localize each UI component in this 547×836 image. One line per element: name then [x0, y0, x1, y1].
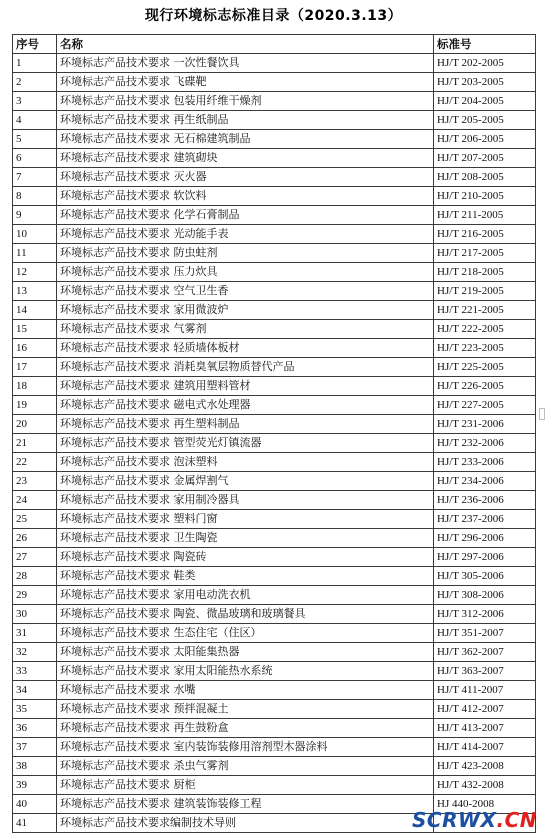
row-serial-number: 25 — [13, 510, 57, 529]
row-standard-number: HJ/T 305-2006 — [434, 567, 536, 586]
row-serial-number: 19 — [13, 396, 57, 415]
row-standard-name: 环境标志产品技术要求 磁电式水处理器 — [57, 396, 434, 415]
row-serial-number: 23 — [13, 472, 57, 491]
table-row — [13, 187, 536, 206]
row-standard-name: 环境标志产品技术要求编制技术导则 — [57, 814, 434, 833]
row-standard-number: HJ/T 219-2005 — [434, 282, 536, 301]
table-row — [13, 548, 536, 567]
row-standard-name: 环境标志产品技术要求 卫生陶瓷 — [57, 529, 434, 548]
row-standard-number: HJ/T 411-2007 — [434, 681, 536, 700]
row-serial-number: 33 — [13, 662, 57, 681]
row-serial-number: 30 — [13, 605, 57, 624]
row-serial-number: 28 — [13, 567, 57, 586]
row-standard-name: 环境标志产品技术要求 家用微波炉 — [57, 301, 434, 320]
row-standard-number: HJ/T 362-2007 — [434, 643, 536, 662]
table-row — [13, 434, 536, 453]
row-serial-number: 4 — [13, 111, 57, 130]
row-standard-number: HJ/T 234-2006 — [434, 472, 536, 491]
row-serial-number: 7 — [13, 168, 57, 187]
table-row — [13, 567, 536, 586]
row-standard-number: HJ/T 233-2006 — [434, 453, 536, 472]
row-standard-number: HJ/T 363-2007 — [434, 662, 536, 681]
row-serial-number: 21 — [13, 434, 57, 453]
row-serial-number: 3 — [13, 92, 57, 111]
row-serial-number: 31 — [13, 624, 57, 643]
row-standard-name: 环境标志产品技术要求 再生纸制品 — [57, 111, 434, 130]
row-serial-number: 5 — [13, 130, 57, 149]
row-standard-number: HJ/T 202-2005 — [434, 54, 536, 73]
row-standard-name: 环境标志产品技术要求 预拌混凝土 — [57, 700, 434, 719]
row-standard-name: 环境标志产品技术要求 鞋类 — [57, 567, 434, 586]
row-standard-name: 环境标志产品技术要求 管型荧光灯镇流器 — [57, 434, 434, 453]
row-standard-number: HJ/T 414-2007 — [434, 738, 536, 757]
table-row — [13, 757, 536, 776]
row-serial-number: 13 — [13, 282, 57, 301]
table-row — [13, 605, 536, 624]
table-row — [13, 510, 536, 529]
row-serial-number: 27 — [13, 548, 57, 567]
row-serial-number: 10 — [13, 225, 57, 244]
row-standard-name: 环境标志产品技术要求 包装用纤维干燥剂 — [57, 92, 434, 111]
row-standard-name: 环境标志产品技术要求 飞碟靶 — [57, 73, 434, 92]
table-row — [13, 529, 536, 548]
row-standard-number: HJ/T 351-2007 — [434, 624, 536, 643]
row-standard-name: 环境标志产品技术要求 光动能手表 — [57, 225, 434, 244]
table-row — [13, 130, 536, 149]
row-standard-number: HJ/T 297-2006 — [434, 548, 536, 567]
row-standard-name: 环境标志产品技术要求 塑料门窗 — [57, 510, 434, 529]
row-standard-number: HJ/T 217-2005 — [434, 244, 536, 263]
row-serial-number: 12 — [13, 263, 57, 282]
row-standard-number: HJ/T 413-2007 — [434, 719, 536, 738]
table-header — [13, 35, 536, 54]
row-standard-name: 环境标志产品技术要求 建筑砌块 — [57, 149, 434, 168]
row-standard-name: 环境标志产品技术要求 家用太阳能热水系统 — [57, 662, 434, 681]
row-standard-name: 环境标志产品技术要求 厨柜 — [57, 776, 434, 795]
header-row — [13, 35, 536, 54]
row-standard-number: HJ/T 221-2005 — [434, 301, 536, 320]
row-serial-number: 38 — [13, 757, 57, 776]
row-standard-name: 环境标志产品技术要求 再生鼓粉盒 — [57, 719, 434, 738]
table-row — [13, 700, 536, 719]
scroll-edge-marker — [539, 408, 545, 420]
row-serial-number: 20 — [13, 415, 57, 434]
row-serial-number: 6 — [13, 149, 57, 168]
table-row — [13, 358, 536, 377]
table-body — [13, 54, 536, 833]
table-row — [13, 73, 536, 92]
row-standard-number: HJ/T 208-2005 — [434, 168, 536, 187]
row-serial-number: 17 — [13, 358, 57, 377]
row-standard-name: 环境标志产品技术要求 轻质墙体板材 — [57, 339, 434, 358]
table-row — [13, 54, 536, 73]
row-standard-number: HJ/T 222-2005 — [434, 320, 536, 339]
table-row — [13, 225, 536, 244]
table-row — [13, 282, 536, 301]
row-standard-number: HJ/T 231-2006 — [434, 415, 536, 434]
header-standard-number: 标准号 — [434, 35, 536, 54]
table-row — [13, 472, 536, 491]
table-row — [13, 719, 536, 738]
row-standard-number: HJ/T 204-2005 — [434, 92, 536, 111]
row-standard-number: HJ/T 232-2006 — [434, 434, 536, 453]
header-name: 名称 — [57, 35, 434, 54]
row-serial-number: 16 — [13, 339, 57, 358]
row-serial-number: 26 — [13, 529, 57, 548]
row-standard-name: 环境标志产品技术要求 无石棉建筑制品 — [57, 130, 434, 149]
table-row — [13, 491, 536, 510]
table-row — [13, 586, 536, 605]
row-standard-name: 环境标志产品技术要求 陶瓷砖 — [57, 548, 434, 567]
row-standard-name: 环境标志产品技术要求 再生塑料制品 — [57, 415, 434, 434]
watermark-main-text: SCRWX — [412, 808, 497, 832]
row-serial-number: 24 — [13, 491, 57, 510]
table-row — [13, 149, 536, 168]
row-standard-name: 环境标志产品技术要求 杀虫气雾剂 — [57, 757, 434, 776]
row-standard-name: 环境标志产品技术要求 金属焊割气 — [57, 472, 434, 491]
row-standard-name: 环境标志产品技术要求 化学石膏制品 — [57, 206, 434, 225]
row-standard-number: HJ/T 227-2005 — [434, 396, 536, 415]
row-standard-name: 环境标志产品技术要求 消耗臭氧层物质替代产品 — [57, 358, 434, 377]
row-serial-number: 39 — [13, 776, 57, 795]
table-row — [13, 738, 536, 757]
row-standard-number: HJ/T 312-2006 — [434, 605, 536, 624]
row-standard-name: 环境标志产品技术要求 灭火器 — [57, 168, 434, 187]
table-row — [13, 643, 536, 662]
row-standard-number: HJ/T 203-2005 — [434, 73, 536, 92]
row-standard-name: 环境标志产品技术要求 气雾剂 — [57, 320, 434, 339]
row-standard-name: 环境标志产品技术要求 压力炊具 — [57, 263, 434, 282]
table-row — [13, 111, 536, 130]
table-row — [13, 681, 536, 700]
row-standard-name: 环境标志产品技术要求 家用电动洗衣机 — [57, 586, 434, 605]
row-serial-number: 1 — [13, 54, 57, 73]
table-row — [13, 320, 536, 339]
row-serial-number: 11 — [13, 244, 57, 263]
row-standard-name: 环境标志产品技术要求 太阳能集热器 — [57, 643, 434, 662]
row-standard-number: HJ/T 223-2005 — [434, 339, 536, 358]
row-serial-number: 32 — [13, 643, 57, 662]
row-standard-number: HJ/T 225-2005 — [434, 358, 536, 377]
row-standard-name: 环境标志产品技术要求 室内装饰装修用溶剂型木器涂料 — [57, 738, 434, 757]
row-standard-number: HJ/T 216-2005 — [434, 225, 536, 244]
row-standard-number: HJ/T 296-2006 — [434, 529, 536, 548]
row-standard-name: 环境标志产品技术要求 空气卫生香 — [57, 282, 434, 301]
row-standard-name: 环境标志产品技术要求 防虫蛀剂 — [57, 244, 434, 263]
row-standard-name: 环境标志产品技术要求 建筑用塑料管材 — [57, 377, 434, 396]
row-serial-number: 37 — [13, 738, 57, 757]
row-standard-number: HJ/T 236-2006 — [434, 491, 536, 510]
table-row — [13, 624, 536, 643]
row-standard-name: 环境标志产品技术要求 陶瓷、微晶玻璃和玻璃餐具 — [57, 605, 434, 624]
row-serial-number: 9 — [13, 206, 57, 225]
row-standard-number: HJ/T 308-2006 — [434, 586, 536, 605]
row-standard-number: HJ/T 218-2005 — [434, 263, 536, 282]
standards-table — [12, 34, 536, 833]
row-standard-name: 环境标志产品技术要求 家用制冷器具 — [57, 491, 434, 510]
table-row — [13, 263, 536, 282]
row-standard-name: 环境标志产品技术要求 水嘴 — [57, 681, 434, 700]
row-standard-name: 环境标志产品技术要求 软饮料 — [57, 187, 434, 206]
header-serial-number: 序号 — [13, 35, 57, 54]
watermark-logo — [412, 808, 537, 832]
row-serial-number: 29 — [13, 586, 57, 605]
table-row — [13, 339, 536, 358]
table-row — [13, 415, 536, 434]
table-row — [13, 662, 536, 681]
row-standard-name: 环境标志产品技术要求 建筑装饰装修工程 — [57, 795, 434, 814]
row-serial-number: 36 — [13, 719, 57, 738]
row-standard-number: HJ/T 237-2006 — [434, 510, 536, 529]
row-standard-number: HJ/T 211-2005 — [434, 206, 536, 225]
row-serial-number: 14 — [13, 301, 57, 320]
row-standard-name: 环境标志产品技术要求 泡沫塑料 — [57, 453, 434, 472]
table-row — [13, 244, 536, 263]
row-standard-number: HJ/T 206-2005 — [434, 130, 536, 149]
row-standard-name: 环境标志产品技术要求 生态住宅（住区） — [57, 624, 434, 643]
table-row — [13, 206, 536, 225]
row-standard-number: HJ 440-2008 — [434, 795, 536, 814]
page-title: 现行环境标志标准目录（2020.3.13） — [144, 8, 403, 24]
table-row — [13, 453, 536, 472]
watermark-tld-text: .CN — [496, 808, 537, 832]
table-row — [13, 377, 536, 396]
row-standard-number: HJ/T 432-2008 — [434, 776, 536, 795]
row-standard-number: HJ/T 412-2007 — [434, 700, 536, 719]
row-serial-number: 22 — [13, 453, 57, 472]
row-serial-number: 41 — [13, 814, 57, 833]
row-serial-number: 15 — [13, 320, 57, 339]
row-standard-number: HJ/T 423-2008 — [434, 757, 536, 776]
row-standard-number: HJ/T 210-2005 — [434, 187, 536, 206]
row-standard-number: HJ/T 205-2005 — [434, 111, 536, 130]
row-serial-number: 34 — [13, 681, 57, 700]
table-row — [13, 301, 536, 320]
row-serial-number: 40 — [13, 795, 57, 814]
table-row — [13, 396, 536, 415]
row-standard-number: HJ/T 226-2005 — [434, 377, 536, 396]
table-row — [13, 776, 536, 795]
row-serial-number: 18 — [13, 377, 57, 396]
row-serial-number: 35 — [13, 700, 57, 719]
row-serial-number: 8 — [13, 187, 57, 206]
table-row — [13, 168, 536, 187]
row-standard-number: HJ/T 207-2005 — [434, 149, 536, 168]
row-standard-name: 环境标志产品技术要求 一次性餐饮具 — [57, 54, 434, 73]
row-serial-number: 2 — [13, 73, 57, 92]
table-row — [13, 92, 536, 111]
